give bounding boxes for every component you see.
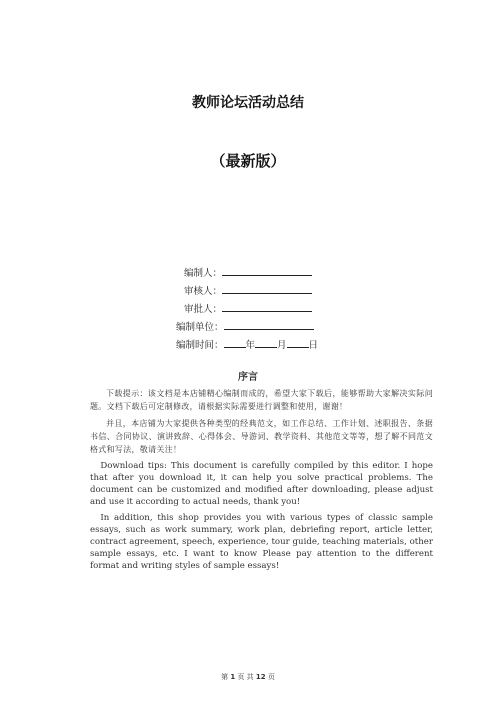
approver-label: 审批人：: [184, 304, 223, 315]
footer-middle: 页 共: [237, 673, 254, 681]
preface-paragraph: 并且，本店铺为大家提供各种类型的经典范文，如工作总结、工作计划、述职报告、条据书信、合同协议、演讲致辞、心得体会、导游词、教学资料、其他范文等等，想了解不同范文格式和写法，敬请关注！: [90, 419, 433, 454]
day-label: 日: [308, 340, 319, 351]
unit-field: [176, 318, 376, 336]
year-line: [224, 336, 246, 348]
footer-total-pages: 12: [255, 673, 266, 681]
preface-paragraph: Download tips: This document is carefully compiled by this editor. I hope that after you download it, it can help you solve practical problems. The document can be customized and modified after downloading, please adjust and use it according to actual needs, thank you!: [90, 461, 433, 507]
editor-field: [176, 264, 376, 282]
year-label: 年: [245, 340, 256, 351]
document-title: 教师论坛活动总结: [192, 95, 304, 111]
unit-label: 编制单位：: [176, 322, 224, 333]
preface-paragraph: 下载提示：该文档是本店铺精心编制而成的，希望大家下载后，能够帮助大家解决实际问题。文档下载后可定制修改，请根据实际需要进行调整和使用，谢谢！: [90, 389, 433, 411]
approver-line: [222, 300, 312, 312]
month-line: [255, 336, 277, 348]
time-label: 编制时间：: [176, 340, 224, 351]
unit-line: [224, 318, 314, 330]
page-footer: [0, 672, 496, 682]
preface-paragraph: In addition, this shop provides you with various types of classic sample essays, such as work summary, work plan, debriefing report, article letter, contract agreement, speech, experience, tour guide, teaching materials, other sample essays, etc. I want to know Please pay attention to the different format and writing styles of sample essays!: [90, 513, 433, 571]
reviewer-field: [176, 282, 376, 300]
reviewer-line: [222, 282, 312, 294]
editor-label: 编制人：: [184, 268, 223, 279]
info-fields: [176, 264, 376, 354]
footer-prefix: 第: [221, 673, 229, 681]
reviewer-label: 审核人：: [184, 286, 223, 297]
editor-line: [222, 264, 312, 276]
approver-field: [176, 300, 376, 318]
footer-page-number: 1: [230, 673, 236, 681]
month-label: 月: [277, 340, 287, 351]
preface-heading: 序言: [238, 372, 258, 383]
preface-body: [90, 387, 433, 576]
document-subtitle: （最新版）: [210, 152, 286, 170]
day-line: [287, 336, 309, 348]
footer-suffix: 页: [267, 673, 275, 681]
time-field: [176, 336, 376, 354]
